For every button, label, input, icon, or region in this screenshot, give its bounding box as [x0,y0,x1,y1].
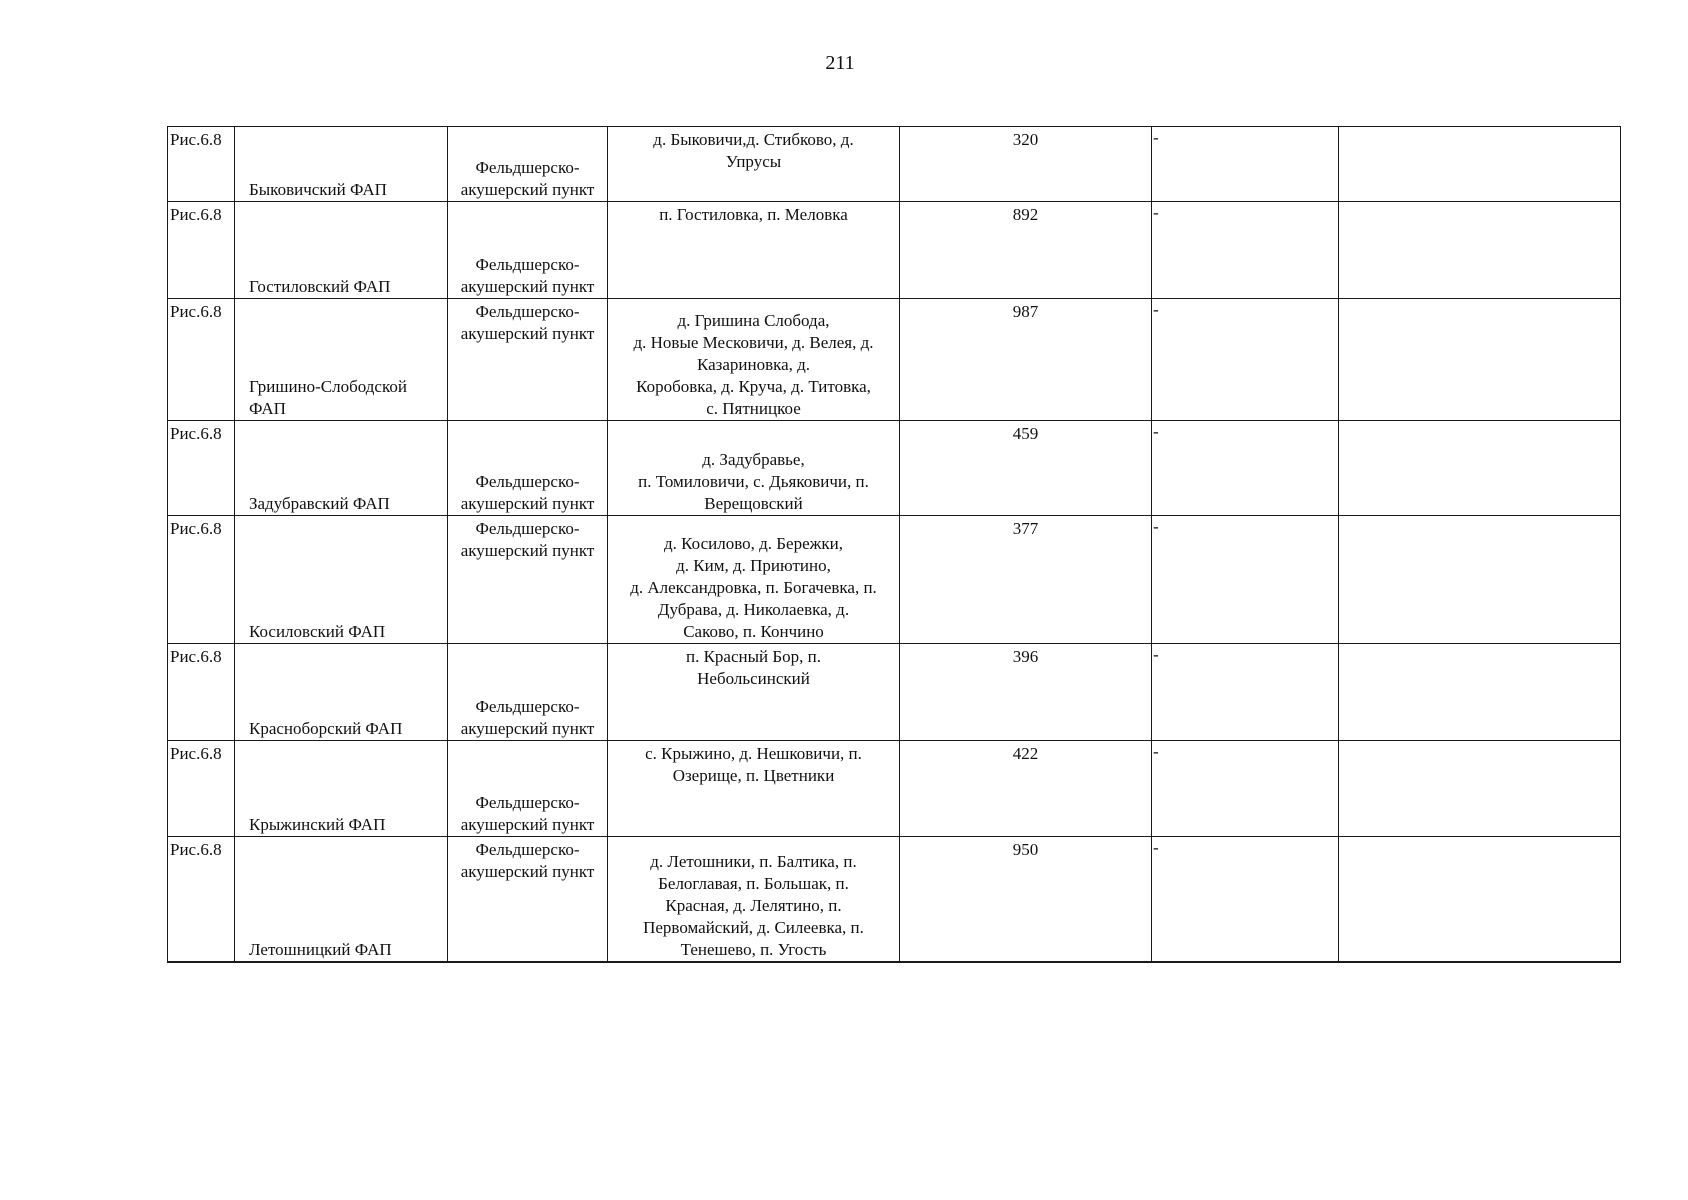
settlements-cell: д. Гришина Слобода, д. Новые Месковичи, д. Велея, д. Казариновка, д. Коробовка, д. Круча, д. Титовка, с. Пятницкое [608,299,900,421]
page-number: 211 [825,52,855,74]
empty-cell [1339,741,1621,837]
settlements-cell: д. Задубравье, п. Томиловичи, с. Дьяковичи, п. Верещовский [608,421,900,516]
empty-cell [1339,202,1621,299]
figure-ref-cell: Рис.6.8 [168,421,235,516]
dash-cell: - [1152,202,1339,299]
dash-cell: - [1152,644,1339,741]
empty-cell [1339,644,1621,741]
population-cell: 396 [900,644,1152,741]
fap-name-cell: Крыжинский ФАП [235,741,448,837]
fap-name-cell: Косиловский ФАП [235,516,448,644]
fap-name-cell: Задубравский ФАП [235,421,448,516]
figure-ref-cell: Рис.6.8 [168,127,235,202]
table-row [168,741,1621,837]
empty-cell [1339,127,1621,202]
empty-cell [1339,421,1621,516]
settlements-cell: д. Быковичи,д. Стибково, д. Упрусы [608,127,900,202]
fap-name-cell: Летошницкий ФАП [235,837,448,962]
fap-type-cell: Фельдшерско- акушерский пункт [448,202,608,299]
population-cell: 459 [900,421,1152,516]
dash-cell: - [1152,837,1339,962]
fap-name-cell: Красноборский ФАП [235,644,448,741]
population-cell: 422 [900,741,1152,837]
figure-ref-cell: Рис.6.8 [168,837,235,962]
population-cell: 320 [900,127,1152,202]
figure-ref-cell: Рис.6.8 [168,644,235,741]
empty-cell [1339,299,1621,421]
fap-table [167,126,1621,963]
dash-cell: - [1152,127,1339,202]
empty-cell [1339,837,1621,962]
settlements-cell: д. Косилово, д. Бережки, д. Ким, д. Приютино, д. Александровка, п. Богачевка, п. Дубрава, д. Николаевка, д. Саково, п. Кончино [608,516,900,644]
figure-ref-cell: Рис.6.8 [168,741,235,837]
fap-type-cell: Фельдшерско- акушерский пункт [448,516,608,644]
figure-ref-cell: Рис.6.8 [168,299,235,421]
population-cell: 377 [900,516,1152,644]
table-row [168,127,1621,202]
figure-ref-cell: Рис.6.8 [168,202,235,299]
dash-cell: - [1152,516,1339,644]
population-cell: 892 [900,202,1152,299]
dash-cell: - [1152,421,1339,516]
figure-ref-cell: Рис.6.8 [168,516,235,644]
fap-name-cell: Гостиловский ФАП [235,202,448,299]
fap-type-cell: Фельдшерско- акушерский пункт [448,741,608,837]
table-row [168,516,1621,644]
fap-name-cell: Гришино-Слободской ФАП [235,299,448,421]
table-row [168,644,1621,741]
fap-type-cell: Фельдшерско- акушерский пункт [448,644,608,741]
table-row [168,299,1621,421]
table-row [168,421,1621,516]
settlements-cell: д. Летошники, п. Балтика, п. Белоглавая, п. Большак, п. Красная, д. Лелятино, п. Первомайский, д. Силеевка, п. Тенешево, п. Угость [608,837,900,962]
table-row [168,837,1621,962]
fap-name-cell: Быковичский ФАП [235,127,448,202]
settlements-cell: п. Красный Бор, п. Небольсинский [608,644,900,741]
fap-type-cell: Фельдшерско- акушерский пункт [448,421,608,516]
population-cell: 950 [900,837,1152,962]
settlements-cell: п. Гостиловка, п. Меловка [608,202,900,299]
empty-cell [1339,516,1621,644]
fap-type-cell: Фельдшерско- акушерский пункт [448,127,608,202]
fap-type-cell: Фельдшерско- акушерский пункт [448,837,608,962]
population-cell: 987 [900,299,1152,421]
dash-cell: - [1152,299,1339,421]
dash-cell: - [1152,741,1339,837]
table-row [168,202,1621,299]
settlements-cell: с. Крыжино, д. Нешковичи, п. Озерище, п. Цветники [608,741,900,837]
fap-type-cell: Фельдшерско- акушерский пункт [448,299,608,421]
